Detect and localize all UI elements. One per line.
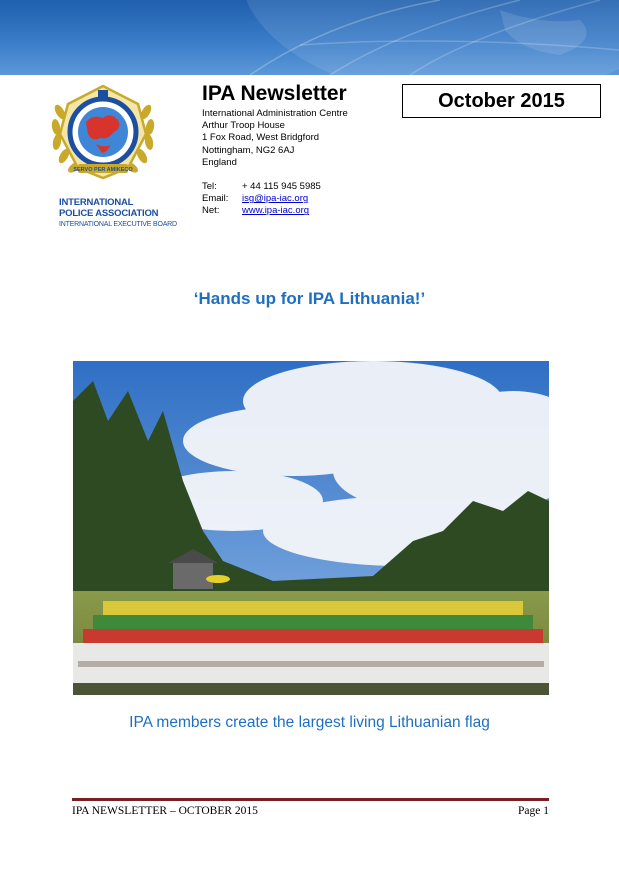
address-block [202, 108, 348, 169]
contact-tel-row [202, 181, 321, 193]
contact-block [202, 181, 321, 218]
org-name [59, 197, 179, 219]
ipa-logo [48, 82, 158, 187]
logo-motto: SERVO PER AMIKECO [73, 167, 133, 173]
article-headline: ‘Hands up for IPA Lithuania!’ [193, 289, 426, 308]
contact-email-row [202, 193, 321, 205]
address-line: England [202, 156, 237, 168]
email-label: Email: [202, 193, 229, 205]
address-line: International Administration Centre [202, 108, 348, 119]
header-banner [0, 0, 619, 75]
page-number: Page 1 [518, 805, 549, 817]
tel-value: + 44 115 945 5985 [242, 181, 321, 192]
footer-publication: IPA NEWSLETTER – OCTOBER 2015 [72, 805, 258, 817]
contact-net-row [202, 205, 321, 217]
net-label: Net: [202, 205, 220, 217]
org-name-line1: INTERNATIONAL [59, 197, 134, 208]
newsletter-title: IPA Newsletter [202, 82, 347, 105]
footer-divider [72, 798, 549, 801]
address-line: Arthur Troop House [202, 120, 285, 132]
org-name-line2: POLICE ASSOCIATION [59, 208, 159, 219]
issue-date-box: October 2015 [402, 84, 601, 118]
photo-caption: IPA members create the largest living Lithuanian flag [129, 714, 490, 731]
address-line: 1 Fox Road, West Bridgford [202, 132, 320, 144]
org-subtitle: INTERNATIONAL EXECUTIVE BOARD [59, 221, 177, 228]
group-photo [73, 361, 549, 695]
address-line: Nottingham, NG2 6AJ [202, 144, 295, 156]
email-link[interactable]: isg@ipa-iac.org [242, 193, 309, 205]
website-link[interactable]: www.ipa-iac.org [242, 205, 310, 217]
tel-label: Tel: [202, 181, 217, 192]
